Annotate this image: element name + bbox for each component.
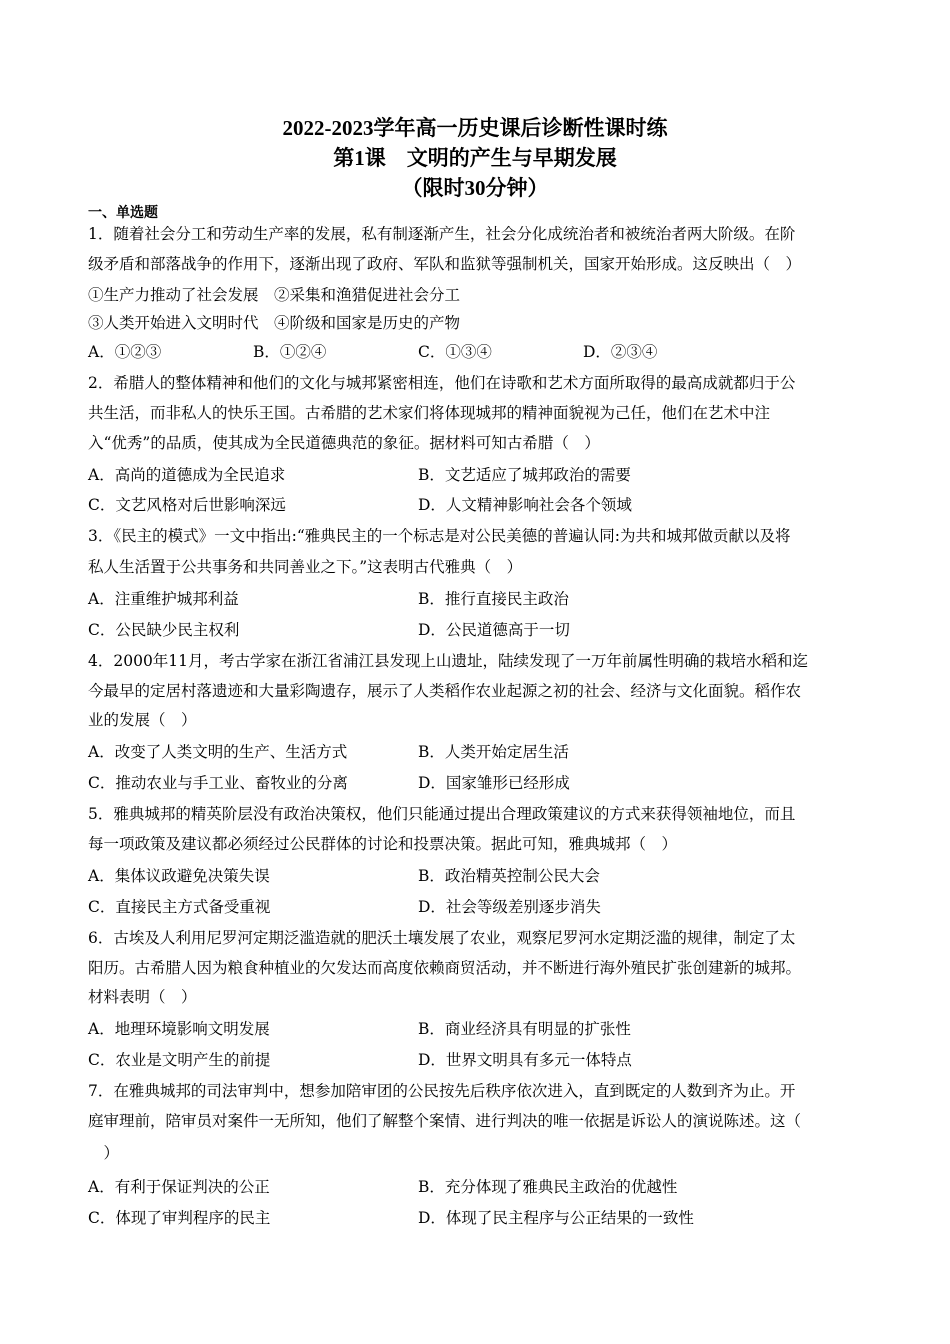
question-5-option-d: D．社会等级差别逐步消失 (418, 898, 601, 916)
question-4-option-a: A．改变了人类文明的生产、生活方式 (88, 743, 348, 761)
question-1-option-b: B．①②④ (253, 343, 327, 361)
question-2-option-a: A．高尚的道德成为全民追求 (88, 466, 286, 484)
question-6-line-1: 6．古埃及人利用尼罗河定期泛滥造就的肥沃土壤发展了农业，观察尼罗河水定期泛滥的规律，制定了太 (88, 929, 796, 947)
section-heading: 一、单选题 (88, 205, 158, 221)
question-2-option-b: B．文艺适应了城邦政治的需要 (418, 466, 631, 484)
question-1-option-c: C．①③④ (418, 343, 492, 361)
question-5-option-c: C．直接民主方式备受重视 (88, 898, 271, 916)
question-7-option-c: C．体现了审判程序的民主 (88, 1209, 271, 1227)
question-4-line-3: 业的发展（ ） (88, 711, 197, 729)
question-6-option-c: C．农业是文明产生的前提 (88, 1051, 271, 1069)
question-4-option-b: B．人类开始定居生活 (418, 743, 569, 761)
question-4-option-d: D．国家雏形已经形成 (418, 774, 570, 792)
question-5-option-a: A．集体议政避免决策失误 (88, 867, 270, 885)
question-5-line-1: 5．雅典城邦的精英阶层没有政治决策权，他们只能通过提出合理政策建议的方式来获得领袖地位，而且 (88, 805, 796, 823)
question-1-line-2: 级矛盾和部落战争的作用下，逐渐出现了政府、军队和监狱等强制机关，国家开始形成。这反映出（ ） (88, 255, 802, 273)
question-3-option-a: A．注重维护城邦利益 (88, 590, 239, 608)
question-3-option-c: C．公民缺少民主权利 (88, 621, 240, 639)
question-2-line-1: 2．希腊人的整体精神和他们的文化与城邦紧密相连，他们在诗歌和艺术方面所取得的最高成就都归于公 (88, 374, 796, 392)
question-7-option-a: A．有利于保证判决的公正 (88, 1178, 270, 1196)
question-3-line-1: 3．《民主的模式》一文中指出:“雅典民主的一个标志是对公民美德的普遍认同:为共和城邦做贡献以及将 (88, 527, 791, 545)
question-6-line-2: 阳历。古希腊人因为粮食种植业的欠发达而高度依赖商贸活动，并不断进行海外殖民扩张创建新的城邦。 (88, 959, 802, 977)
question-3-option-b: B．推行直接民主政治 (418, 590, 569, 608)
question-5-option-b: B．政治精英控制公民大会 (418, 867, 600, 885)
question-2-option-c: C．文艺风格对后世影响深远 (88, 496, 286, 514)
question-6-option-d: D．世界文明具有多元一体特点 (418, 1051, 632, 1069)
question-1-option-a: A．①②③ (88, 343, 162, 361)
question-3-line-2: 私人生活置于公共事务和共同善业之下。”这表明古代雅典（ ） (88, 558, 523, 576)
question-7-option-b: B．充分体现了雅典民主政治的优越性 (418, 1178, 678, 1196)
question-4-option-c: C．推动农业与手工业、畜牧业的分离 (88, 774, 348, 792)
question-7-line-2: 庭审理前，陪审员对案件一无所知，他们了解整个案情、进行判决的唯一依据是诉讼人的演说陈述。这（ (88, 1112, 802, 1130)
question-3-option-d: D．公民道德高于一切 (418, 621, 570, 639)
title-line-1: 2022-2023学年高一历史课后诊断性课时练 (282, 116, 668, 140)
question-1-option-d: D．②③④ (583, 343, 658, 361)
question-7-option-d: D．体现了民主程序与公正结果的一致性 (418, 1209, 694, 1227)
title-line-2: 第1课 文明的产生与早期发展 (333, 146, 617, 170)
question-1-line-1: 1．随着社会分工和劳动生产率的发展，私有制逐渐产生，社会分化成统治者和被统治者两大阶级。在阶 (88, 225, 796, 243)
title-line-3: （限时30分钟） (401, 176, 549, 200)
question-7-line-1: 7．在雅典城邦的司法审判中，想参加陪审团的公民按先后秩序依次进入，直到既定的人数到齐为止。开 (88, 1082, 796, 1100)
question-4-line-1: 4．2000年11月，考古学家在浙江省浦江县发现上山遗址，陆续发现了一万年前属性明确的栽培水稻和迄 (88, 652, 809, 670)
question-5-line-2: 每一项政策及建议都必须经过公民群体的讨论和投票决策。据此可知，雅典城邦（ ） (88, 835, 678, 853)
question-2-line-2: 共生活，而非私人的快乐王国。古希腊的艺术家们将体现城邦的精神面貌视为己任，他们在艺术中注 (88, 404, 771, 422)
question-7-line-3: ） (88, 1144, 120, 1162)
question-2-option-d: D．人文精神影响社会各个领域 (418, 496, 632, 514)
question-6-line-3: 材料表明（ ） (88, 988, 197, 1006)
question-4-line-2: 今最早的定居村落遗迹和大量彩陶遗存，展示了人类稻作农业起源之初的社会、经济与文化面貌。稻作农 (88, 682, 802, 700)
question-1-line-3: ①生产力推动了社会发展 ②采集和渔猎促进社会分工 (88, 286, 461, 304)
question-1-line-4: ③人类开始进入文明时代 ④阶级和国家是历史的产物 (88, 314, 461, 332)
question-2-line-3: 入“优秀”的品质，使其成为全民道德典范的象征。据材料可知古希腊（ ） (88, 434, 600, 452)
question-6-option-b: B．商业经济具有明显的扩张性 (418, 1020, 631, 1038)
question-6-option-a: A．地理环境影响文明发展 (88, 1020, 270, 1038)
